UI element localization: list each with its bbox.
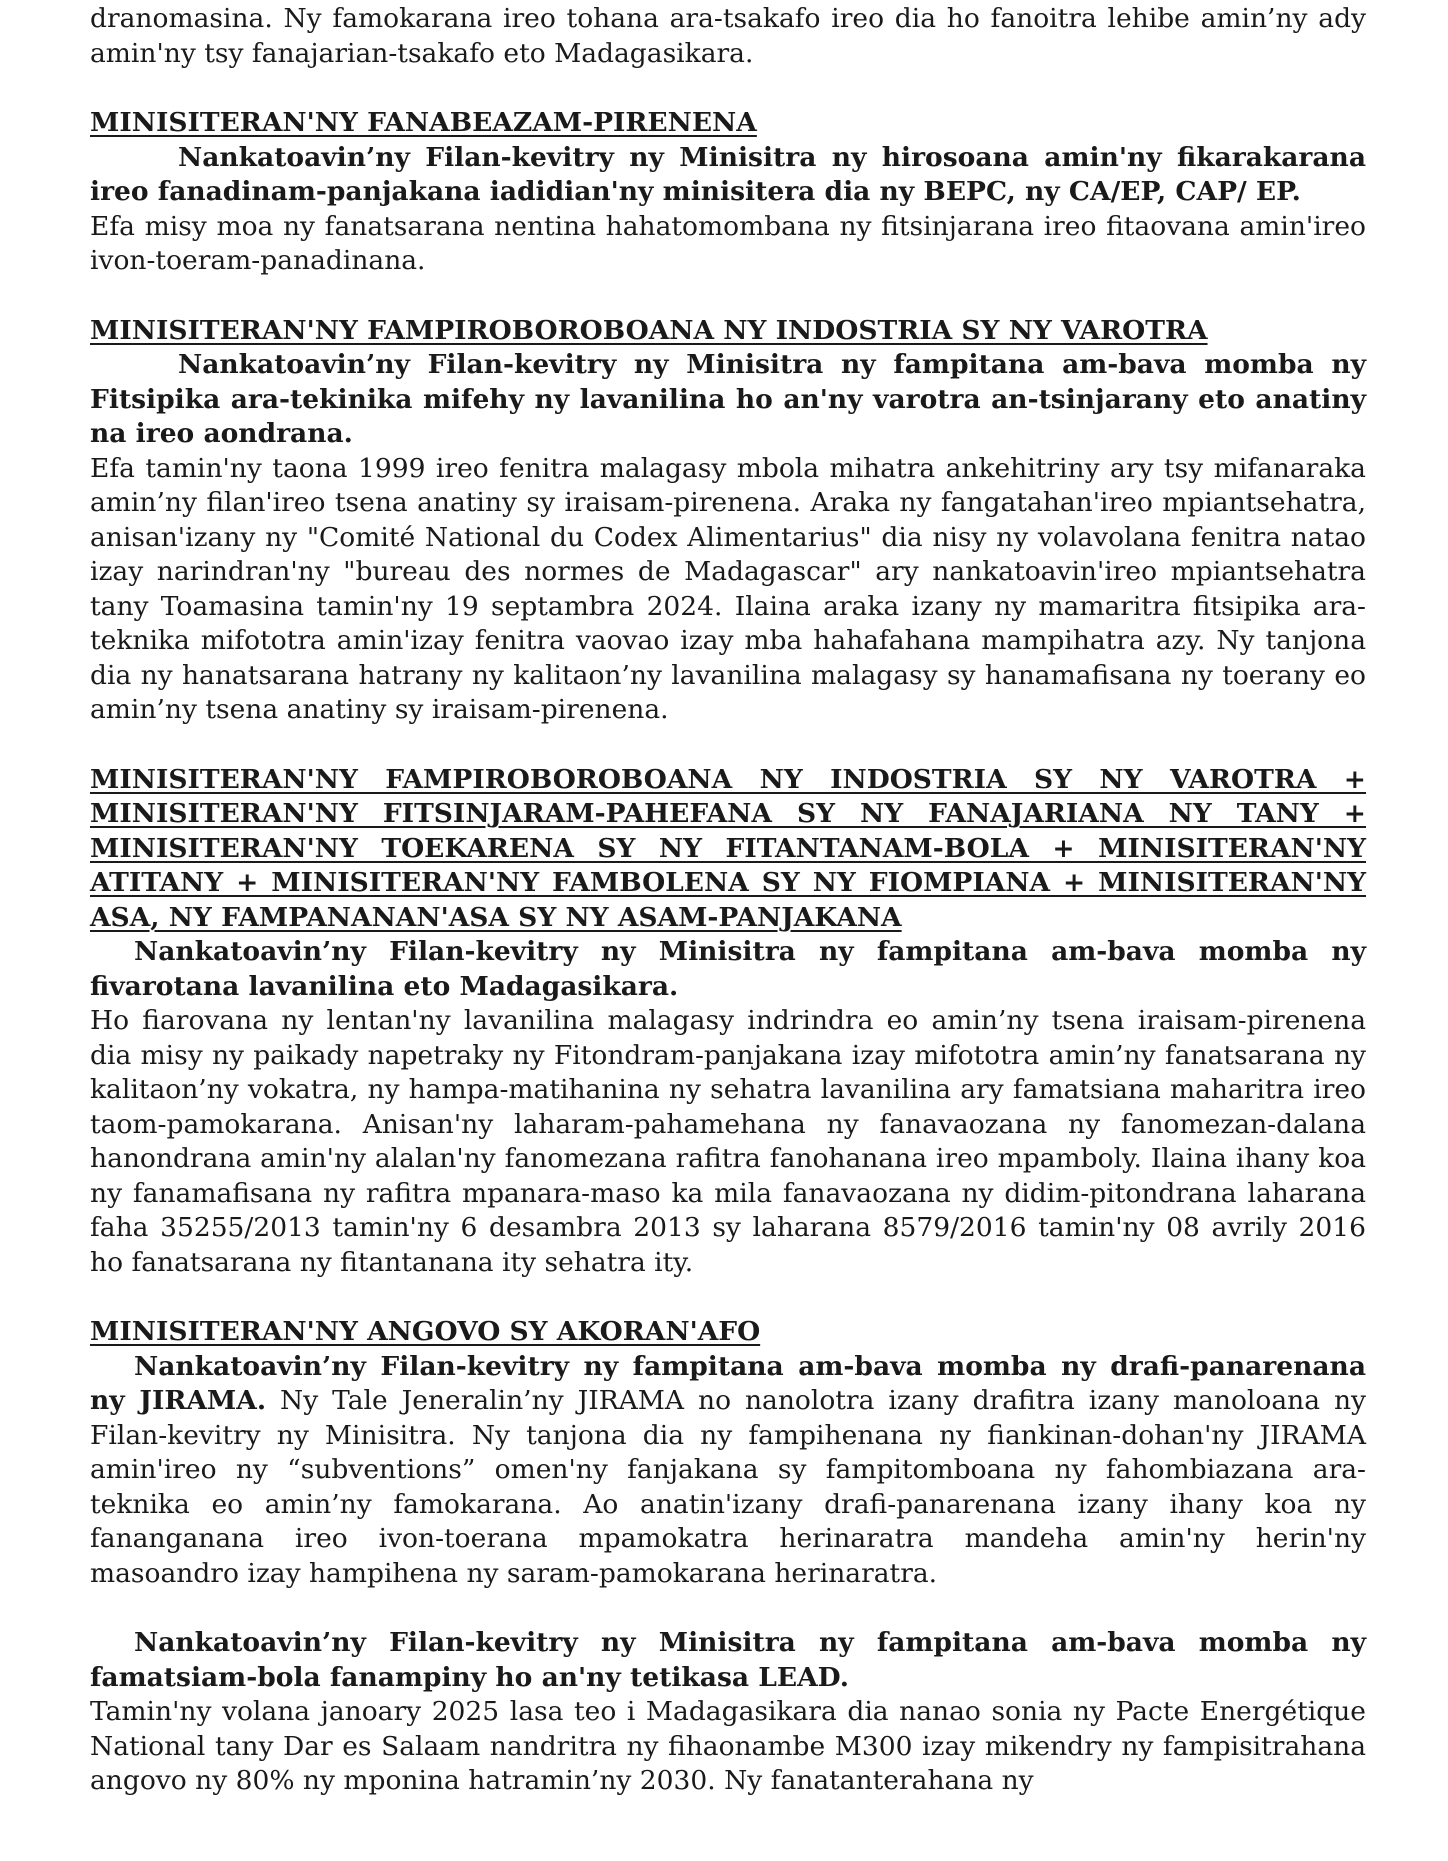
section-lead: Nankatoavin’ny Filan-kevitry ny Minisitra ny fampitana am-bava momba ny fivarotana lavanilina eto Madagasikara.	[90, 936, 1366, 1002]
section-industry-commerce	[90, 314, 1366, 728]
section-lead-paragraph	[90, 1350, 1366, 1592]
section-lead: Nankatoavin’ny Filan-kevitry ny Minisitra ny fampitana am-bava momba ny famatsiam-bola fanampiny ho an'ny tetikasa LEAD.	[90, 1627, 1366, 1693]
section-lead: Nankatoavin’ny Filan-kevitry ny Minisitra ny hirosoana amin'ny fikarakarana ireo fanadinam-panjakana iadidian'ny minisitera dia ny BEPC, ny CA/EP, CAP/ EP.	[90, 141, 1366, 207]
section-body: Ny Tale Jeneralin’ny JIRAMA no nanolotra izany drafitra izany manoloana ny Filan-kevitry ny Minisitra. Ny tanjona dia ny fampihenana ny fiankinan-dohan'ny JIRAMA amin'ireo ny “subventions” omen'ny fanjakana sy fampitomboana ny fahombiazana ara-teknika eo amin’ny famokarana. Ao anatin'izany drafi-panarenana izany ihany koa ny fananganana ireo ivon-toerana mpamokatra herinaratra mandeha amin'ny herin'ny masoandro izay hampihena ny saram-pamokarana herinaratra.	[90, 1385, 1367, 1589]
section-body: Tamin'ny volana janoary 2025 lasa teo i Madagasikara dia nanao sonia ny Pacte Energétique National tany Dar es Salaam nandritra ny fihaonambe M300 izay mikendry ny fampisitrahana angovo ny 80% ny mponina hatramin’ny 2030. Ny fanatanterahana ny	[90, 1696, 1366, 1796]
section-heading: MINISITERAN'NY FAMPIROBOROBOANA NY INDOSTRIA SY NY VAROTRA + MINISITERAN'NY FITSINJARAM-PAHEFANA SY NY FANAJARIANA NY TANY + MINISITERAN'NY TOEKARENA SY NY FITANTANAM-BOLA + MINISITERAN'NY ATITANY + MINISITERAN'NY FAMBOLENA SY NY FIOMPIANA + MINISITERAN'NY ASA, NY FAMPANANAN'ASA SY NY ASAM-PANJAKANA	[90, 763, 1366, 933]
section-gap	[90, 1591, 1366, 1626]
section-heading: MINISITERAN'NY FAMPIROBOROBOANA NY INDOSTRIA SY NY VAROTRA	[90, 314, 1208, 346]
section-gap	[90, 1280, 1366, 1315]
section-gap	[90, 71, 1366, 106]
section-heading: MINISITERAN'NY FANABEAZAM-PIRENENA	[90, 107, 757, 138]
intro-paragraph: dranomasina. Ny famokarana ireo tohana ara-tsakafo ireo dia ho fanoitra lehibe amin’ny ady amin'ny tsy fanajarian-tsakafo eto Madagasikara.	[90, 3, 1366, 69]
section-energy	[90, 1315, 1366, 1591]
section-gap	[90, 728, 1366, 763]
section-lead: Nankatoavin’ny Filan-kevitry ny Minisitra ny fampitana am-bava momba ny Fitsipika ara-tekinika mifehy ny lavanilina ho an'ny varotra an-tsinjarany eto anatiny na ireo aondrana.	[90, 349, 1366, 449]
section-lead: Nankatoavin’ny Filan-kevitry ny fampitana am-bava momba ny drafi-panarenana ny JIRAMA.	[90, 1350, 1366, 1416]
section-gap	[90, 279, 1366, 314]
section-heading: MINISITERAN'NY ANGOVO SY AKORAN'AFO	[90, 1316, 761, 1347]
section-vanilla-joint	[90, 763, 1366, 1281]
section-body: Efa misy moa ny fanatsarana nentina hahatomombana ny fitsinjarana ireo fitaovana amin'ireo ivon-toeram-panadinana.	[90, 210, 1366, 276]
section-body: Ho fiarovana ny lentan'ny lavanilina malagasy indrindra eo amin’ny tsena iraisam-pirenena dia misy ny paikady napetraky ny Fitondram-panjakana izay mifototra amin’ny fanatsarana ny kalitaon’ny vokatra, ny hampa-matihanina ny sehatra lavanilina ary famatsiana maharitra ireo taom-pamokarana. Anisan'ny laharam-pahamehana ny fanavaozana ny fanomezan-dalana hanondrana amin'ny alalan'ny fanomezana rafitra fanohanana ireo mpamboly. Ilaina ihany koa ny fanamafisana ny rafitra mpanara-maso ka mila fanavaozana ny didim-pitondrana laharana faha 35255/2013 tamin'ny 6 desambra 2013 sy laharana 8579/2016 tamin'ny 08 avrily 2016 ho fanatsarana ny fitantanana ity sehatra ity.	[90, 1005, 1366, 1278]
section-lead-project	[90, 1626, 1366, 1799]
section-body: Efa tamin'ny taona 1999 ireo fenitra malagasy mbola mihatra ankehitriny ary tsy mifanaraka amin’ny filan'ireo tsena anatiny sy iraisam-pirenena. Araka ny fangatahan'ireo mpiantsehatra, anisan'izany ny "Comité National du Codex Alimentarius" dia nisy ny volavolana fenitra natao izay narindran'ny "bureau des normes de Madagascar" ary nankatoavin'ireo mpiantsehatra tany Toamasina tamin'ny 19 septambra 2024. Ilaina araka izany ny mamaritra fitsipika ara-teknika mifototra amin'izay fenitra vaovao izay mba hahafahana mampihatra azy. Ny tanjona dia ny hanatsarana hatrany ny kalitaon’ny lavanilina malagasy sy hanamafisana ny toerany eo amin’ny tsena anatiny sy iraisam-pirenena.	[90, 452, 1366, 725]
section-education	[90, 106, 1366, 279]
